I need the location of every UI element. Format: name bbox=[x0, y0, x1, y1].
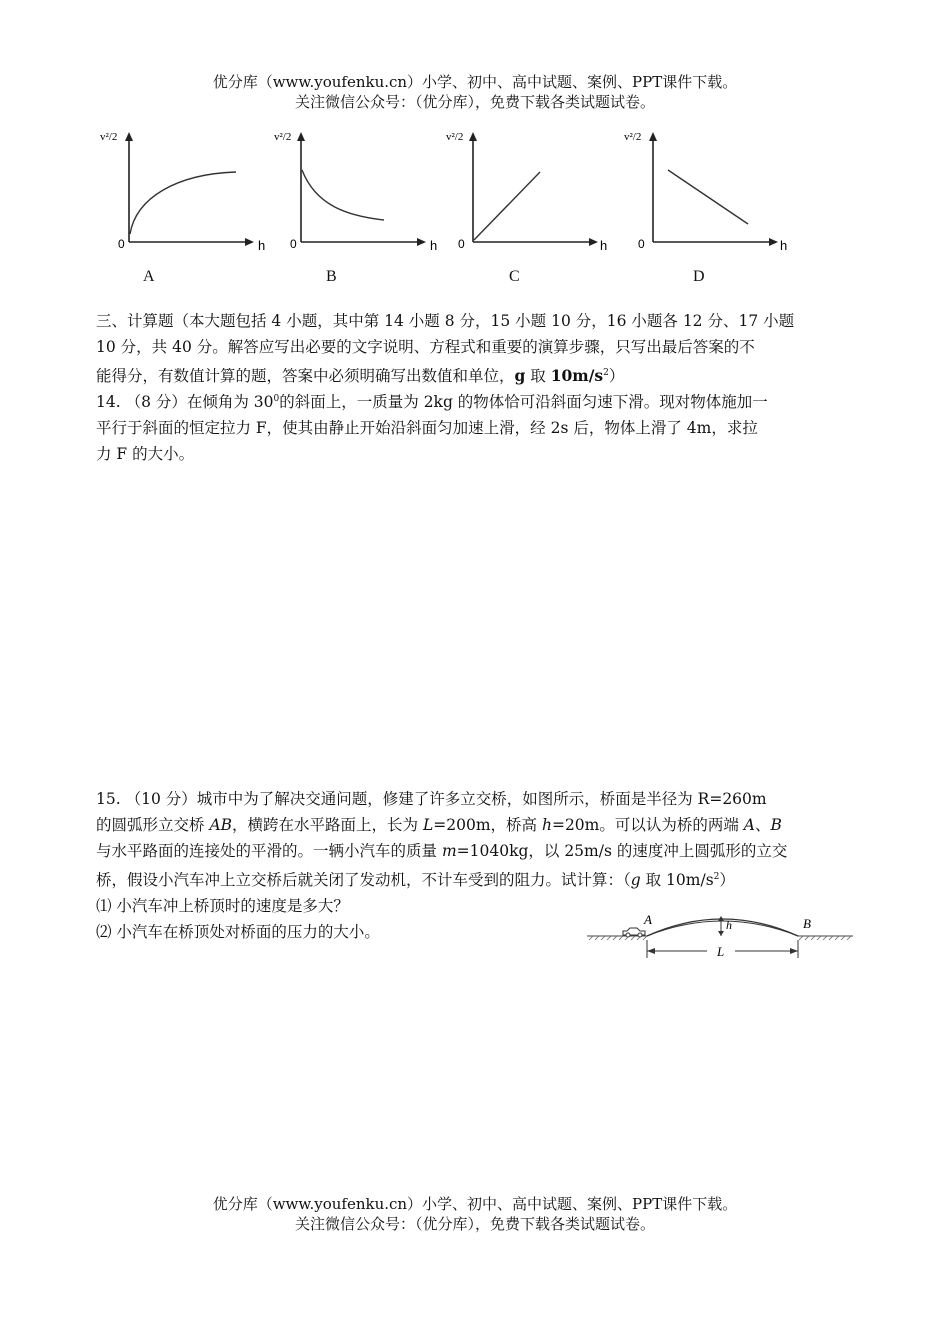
q15-line-3-a: 与水平路面的连接处的平滑的。一辆小汽车的质量 bbox=[96, 842, 442, 860]
graph-d bbox=[620, 126, 800, 256]
bridge-figure bbox=[585, 908, 855, 963]
label-b: B bbox=[803, 916, 811, 931]
q15-ab: AB bbox=[209, 816, 233, 834]
g-value: 10m/s bbox=[550, 366, 604, 385]
q15-line-2-e: 、 bbox=[755, 816, 771, 834]
q14-line-3: 力 F 的大小。 bbox=[96, 445, 195, 463]
option-a-label: A bbox=[143, 268, 155, 285]
header-line-1: 优分库（www.youfenku.cn）小学、初中、高中试题、案例、PPT课件下载。 bbox=[212, 73, 738, 91]
q14-line-1-post: 的斜面上，一质量为 2kg 的物体恰可沿斜面匀速下滑。现对物体施加一 bbox=[279, 393, 768, 411]
label-a: A bbox=[644, 912, 652, 927]
graph-b-curve bbox=[302, 170, 384, 220]
graph-a-x-arrow bbox=[245, 238, 254, 246]
q15-sub-1: ⑴ 小汽车冲上桥顶时的速度是多大？ bbox=[96, 897, 349, 915]
section-3-close: ） bbox=[608, 367, 625, 385]
graph-a-plot bbox=[96, 126, 276, 256]
height-arrow-down bbox=[718, 931, 724, 936]
graph-b-x-label: h bbox=[430, 238, 438, 253]
q15-line-2-c: =200m，桥高 bbox=[433, 816, 542, 834]
graph-a bbox=[96, 126, 276, 256]
graph-b-plot bbox=[268, 126, 448, 256]
page-footer bbox=[0, 1194, 950, 1234]
length-arrow-left bbox=[647, 948, 655, 954]
graph-c-y-arrow bbox=[469, 132, 477, 141]
graph-d-x-label: h bbox=[780, 238, 788, 253]
graph-d-y-label: v²/2 bbox=[624, 131, 642, 143]
length-arrow-right bbox=[790, 948, 798, 954]
graph-d-x-arrow bbox=[769, 238, 778, 246]
graph-c-x-arrow bbox=[589, 238, 598, 246]
graph-b-y-label: v²/2 bbox=[274, 131, 292, 143]
option-b-label: B bbox=[326, 268, 337, 285]
section-3-line-2: 10 分，共 40 分。解答应写出必要的文字说明、方程式和重要的演算步骤，只写出最后答案的不 bbox=[96, 338, 755, 356]
graph-a-origin: 0 bbox=[118, 237, 125, 251]
graph-b-origin: 0 bbox=[290, 237, 297, 251]
label-l: L bbox=[717, 944, 725, 959]
q14-line-2: 平行于斜面的恒定拉力 F，使其由静止开始沿斜面匀加速上滑，经 2s 后，物体上滑了 4m，求拉 bbox=[96, 419, 758, 437]
q15-line-2-b: ，横跨在水平路面上，长为 bbox=[232, 816, 423, 834]
option-d-label: D bbox=[693, 268, 705, 285]
graph-c-plot bbox=[440, 126, 620, 256]
q15-a: A bbox=[743, 816, 755, 834]
q15-line-4-a: 桥，假设小汽车冲上立交桥后就关闭了发动机，不计车受到的阻力。试计算：（ bbox=[96, 871, 631, 889]
graph-a-curve bbox=[130, 172, 236, 234]
q14-degree: 0 bbox=[273, 394, 280, 404]
g-take: 取 bbox=[525, 367, 551, 385]
q15-line-2 bbox=[96, 812, 856, 838]
question-14 bbox=[96, 386, 856, 467]
graph-a-x-label: h bbox=[258, 238, 266, 253]
page-header bbox=[0, 72, 950, 112]
graph-c-y-label: v²/2 bbox=[446, 131, 464, 143]
graph-d-line bbox=[668, 170, 748, 224]
bridge-diagram bbox=[585, 908, 855, 963]
graph-d-origin: 0 bbox=[638, 237, 645, 251]
graph-b-x-arrow bbox=[417, 238, 426, 246]
section-3-line-3-text: 能得分，有数值计算的题，答案中必须明确写出数值和单位， bbox=[96, 367, 515, 385]
q15-line-2-d: =20m。可以认为桥的两端 bbox=[551, 816, 744, 834]
graph-d-y-arrow bbox=[649, 132, 657, 141]
section-3-instructions bbox=[96, 308, 856, 389]
option-c-label: C bbox=[509, 268, 520, 285]
q15-line-3 bbox=[96, 838, 856, 864]
header-line-2: 关注微信公众号：（优分库），免费下载各类试题试卷。 bbox=[294, 93, 655, 111]
graph-a-y-label: v²/2 bbox=[100, 131, 118, 143]
q15-line-1: 15. （10 分）城市中为了解决交通问题，修建了许多立交桥，如图所示，桥面是半径为 R=260m bbox=[96, 790, 767, 808]
q14-line-1-pre: 14. （8 分）在倾角为 30 bbox=[96, 393, 274, 411]
q15-line-3-b: =1040kg，以 25m/s 的速度冲上圆弧形的立交 bbox=[456, 842, 788, 860]
graph-c-x-label: h bbox=[600, 238, 608, 253]
q15-line-4-b: 取 10m/s bbox=[640, 871, 714, 889]
q15-line-4-c: ） bbox=[719, 871, 735, 889]
q14-line-1 bbox=[96, 386, 856, 415]
label-h: h bbox=[726, 918, 732, 932]
graph-b bbox=[268, 126, 448, 256]
graph-c bbox=[440, 126, 620, 256]
q15-line-2-a: 的圆弧形立交桥 bbox=[96, 816, 210, 834]
q15-b: B bbox=[770, 816, 782, 834]
footer-line-1: 优分库（www.youfenku.cn）小学、初中、高中试题、案例、PPT课件下载。 bbox=[212, 1195, 738, 1213]
graph-c-origin: 0 bbox=[458, 237, 465, 251]
ground-hatch-right bbox=[799, 936, 851, 940]
section-3-line-1: 三、计算题（本大题包括 4 小题，其中第 14 小题 8 分，15 小题 10 分，16 小题各 12 分、17 小题 bbox=[96, 312, 795, 330]
q15-h: h bbox=[541, 816, 552, 834]
bridge-arc-bottom bbox=[647, 921, 798, 936]
g-exponent: 2 bbox=[603, 368, 609, 378]
g-symbol: g bbox=[514, 366, 526, 385]
q15-exponent: 2 bbox=[713, 872, 720, 882]
q15-l: L bbox=[422, 816, 434, 834]
footer-line-2: 关注微信公众号：（优分库），免费下载各类试题试卷。 bbox=[294, 1215, 655, 1233]
section-3-line-3 bbox=[96, 360, 856, 389]
q15-m: m bbox=[441, 842, 457, 860]
q15-sub-2: ⑵ 小汽车在桥顶处对桥面的压力的大小。 bbox=[96, 923, 380, 941]
graph-c-line bbox=[474, 172, 540, 240]
q15-line-4 bbox=[96, 864, 856, 893]
q15-g: g bbox=[630, 871, 641, 889]
graph-b-y-arrow bbox=[297, 132, 305, 141]
graph-a-y-arrow bbox=[125, 132, 133, 141]
graph-d-plot bbox=[620, 126, 800, 256]
